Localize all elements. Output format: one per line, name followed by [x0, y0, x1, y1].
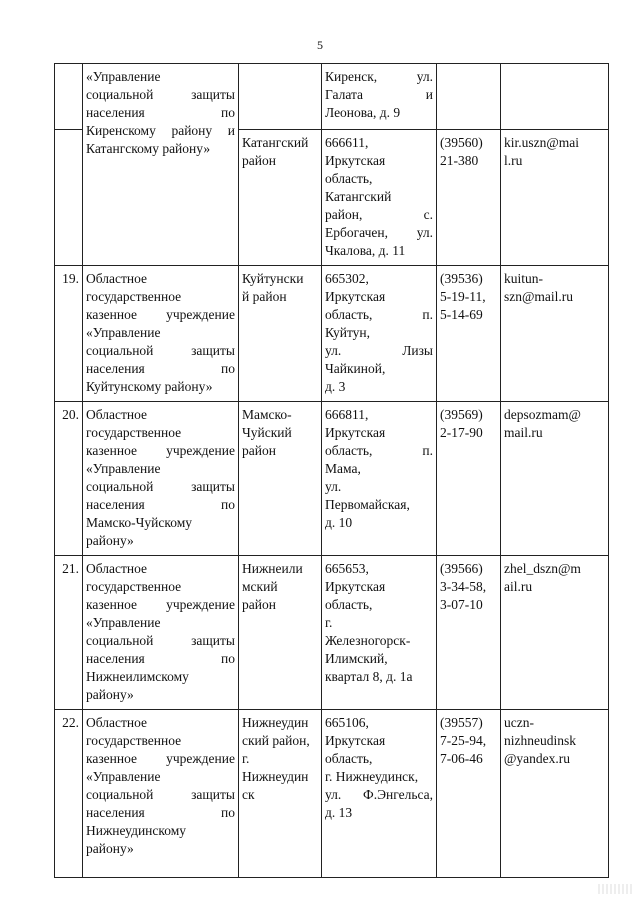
district-line: Нижнеудин	[242, 769, 309, 784]
email-cell	[501, 130, 609, 266]
email-line: uczn-	[504, 715, 534, 730]
table-row	[55, 556, 609, 710]
table-row	[55, 710, 609, 878]
email-line: kir.uszn@mai	[504, 135, 580, 150]
name-line: населения по	[86, 651, 235, 666]
name-line: государственное	[86, 289, 182, 304]
name-line: «Управление	[86, 615, 161, 630]
institution-name-cell	[83, 266, 239, 402]
name-line: Куйтунскому району»	[86, 379, 213, 394]
address-line: ул. Ф.Энгельса,	[325, 787, 433, 802]
name-line: «Управление	[86, 461, 161, 476]
email-line: mail.ru	[504, 425, 543, 440]
institution-name-cell	[83, 556, 239, 710]
address-cell	[322, 266, 437, 402]
phone-line: 5-19-11,	[440, 289, 486, 304]
address-line: область,	[325, 171, 373, 186]
address-cell	[322, 130, 437, 266]
district-line: Куйтунски	[242, 271, 304, 286]
row-number-cell: 20.	[55, 402, 83, 556]
email-cell	[501, 266, 609, 402]
district-cell	[239, 266, 322, 402]
name-line: населения по	[86, 805, 235, 820]
email-line: kuitun-	[504, 271, 543, 286]
name-line: Областное	[86, 271, 148, 286]
phone-line: (39560)	[440, 135, 483, 150]
name-line: «Управление	[86, 769, 161, 784]
address-line: Иркутская	[325, 579, 386, 594]
address-line: 666811,	[325, 407, 369, 422]
address-line: Иркутская	[325, 289, 386, 304]
district-cell	[239, 710, 322, 878]
name-line: государственное	[86, 425, 182, 440]
page-number: 5	[317, 38, 323, 52]
address-cell	[322, 402, 437, 556]
name-line: Областное	[86, 715, 148, 730]
address-line: Иркутская	[325, 733, 386, 748]
address-cell	[322, 710, 437, 878]
district-line: Мамско-	[242, 407, 292, 422]
address-line: 665106,	[325, 715, 369, 730]
phone-line: 21-380	[440, 153, 479, 168]
phone-cell	[437, 266, 501, 402]
address-line: 665653,	[325, 561, 369, 576]
name-line: «Управление	[86, 69, 161, 84]
district-line: ск	[242, 787, 255, 802]
phone-line: (39557)	[440, 715, 483, 730]
address-line: 665302,	[325, 271, 369, 286]
name-line: району»	[86, 687, 134, 702]
address-line: область,	[325, 597, 373, 612]
name-line: казенное учреждение	[86, 307, 235, 322]
address-line: Катангский	[325, 189, 392, 204]
address-line: Чкалова, д. 11	[325, 243, 406, 258]
district-line: Нижнеили	[242, 561, 303, 576]
phone-cell	[437, 710, 501, 878]
address-line: Мама,	[325, 461, 361, 476]
address-line: д. 3	[325, 379, 346, 394]
district-line: Нижнеудин	[242, 715, 309, 730]
institution-name-cell	[83, 710, 239, 878]
phone-cell	[437, 556, 501, 710]
institutions-table	[54, 63, 609, 878]
phone-line: (39536)	[440, 271, 483, 286]
name-line: государственное	[86, 733, 182, 748]
district-line: г.	[242, 751, 250, 766]
name-line: социальной защиты	[86, 633, 235, 648]
address-line: г. Нижнеудинск,	[325, 769, 419, 784]
row-number-cell: 21.	[55, 556, 83, 710]
district-line: мский	[242, 579, 278, 594]
district-line: район	[242, 597, 276, 612]
email-line: ail.ru	[504, 579, 533, 594]
email-cell	[501, 710, 609, 878]
name-line: Областное	[86, 407, 148, 422]
name-line: казенное учреждение	[86, 751, 235, 766]
district-cell	[239, 556, 322, 710]
address-line: 666611,	[325, 135, 369, 150]
address-line: г.	[325, 615, 333, 630]
table-row	[55, 64, 609, 130]
address-line: район, с.	[325, 207, 433, 222]
name-line: населения по	[86, 105, 235, 120]
row-number-cell	[55, 130, 83, 266]
email-cell	[501, 402, 609, 556]
row-number-cell	[55, 64, 83, 130]
name-line: социальной защиты	[86, 787, 235, 802]
email-cell	[501, 556, 609, 710]
name-line: Киренскому району и	[86, 123, 235, 138]
address-line: Киренск, ул.	[325, 69, 433, 84]
address-line: область, п.	[325, 443, 433, 458]
name-line: социальной защиты	[86, 343, 235, 358]
email-cell	[501, 64, 609, 130]
address-line: ул.	[325, 479, 342, 494]
name-line: району»	[86, 841, 134, 856]
row-number-cell: 19.	[55, 266, 83, 402]
institution-name-cell	[83, 402, 239, 556]
address-line: д. 13	[325, 805, 353, 820]
phone-line: 3-34-58,	[440, 579, 487, 594]
name-line: населения по	[86, 361, 235, 376]
name-line: Областное	[86, 561, 148, 576]
name-line: Мамско-Чуйскому	[86, 515, 193, 530]
name-line: Нижнеилимскому	[86, 669, 189, 684]
address-cell	[322, 556, 437, 710]
district-line: Чуйский	[242, 425, 292, 440]
address-line: ул. Лизы	[325, 343, 433, 358]
address-line: Илимский,	[325, 651, 388, 666]
phone-line: 5-14-69	[440, 307, 483, 322]
email-line: @yandex.ru	[504, 751, 571, 766]
phone-cell	[437, 64, 501, 130]
scan-artifact	[598, 884, 634, 894]
table-row	[55, 266, 609, 402]
phone-line: 2-17-90	[440, 425, 483, 440]
district-line: район	[242, 153, 276, 168]
name-line: «Управление	[86, 325, 161, 340]
table-row	[55, 402, 609, 556]
phone-cell	[437, 130, 501, 266]
address-line: Иркутская	[325, 153, 386, 168]
address-line: д. 10	[325, 515, 353, 530]
district-line: Катангский	[242, 135, 309, 150]
address-line: квартал 8, д. 1а	[325, 669, 413, 684]
email-line: depsozmam@	[504, 407, 581, 422]
address-line: Чайкиной,	[325, 361, 386, 376]
institution-name-cell	[83, 64, 239, 266]
name-line: населения по	[86, 497, 235, 512]
name-line: казенное учреждение	[86, 443, 235, 458]
name-line: казенное учреждение	[86, 597, 235, 612]
name-line: району»	[86, 533, 134, 548]
phone-line: 7-25-94,	[440, 733, 487, 748]
name-line: Нижнеудинскому	[86, 823, 187, 838]
address-line: Первомайская,	[325, 497, 410, 512]
email-line: szn@mail.ru	[504, 289, 574, 304]
name-line: социальной защиты	[86, 87, 235, 102]
district-cell	[239, 402, 322, 556]
address-line: область,	[325, 751, 373, 766]
name-line: государственное	[86, 579, 182, 594]
address-line: Ербогачен, ул.	[325, 225, 433, 240]
phone-line: 3-07-10	[440, 597, 483, 612]
address-cell	[322, 64, 437, 130]
address-line: Железногорск-	[325, 633, 411, 648]
district-line: ский район,	[242, 733, 310, 748]
district-line: район	[242, 443, 276, 458]
name-line: социальной защиты	[86, 479, 235, 494]
phone-line: 7-06-46	[440, 751, 483, 766]
row-number-cell: 22.	[55, 710, 83, 878]
address-line: Иркутская	[325, 425, 386, 440]
district-line: й район	[242, 289, 287, 304]
address-line: Леонова, д. 9	[325, 105, 401, 120]
district-cell	[239, 130, 322, 266]
district-cell	[239, 64, 322, 130]
email-line: zhel_dszn@m	[504, 561, 581, 576]
phone-line: (39569)	[440, 407, 483, 422]
name-line: Катангскому району»	[86, 141, 211, 156]
phone-cell	[437, 402, 501, 556]
email-line: nizhneudinsk	[504, 733, 576, 748]
address-line: Куйтун,	[325, 325, 371, 340]
address-line: область, п.	[325, 307, 433, 322]
phone-line: (39566)	[440, 561, 483, 576]
address-line: Галата и	[325, 87, 433, 102]
email-line: l.ru	[504, 153, 523, 168]
